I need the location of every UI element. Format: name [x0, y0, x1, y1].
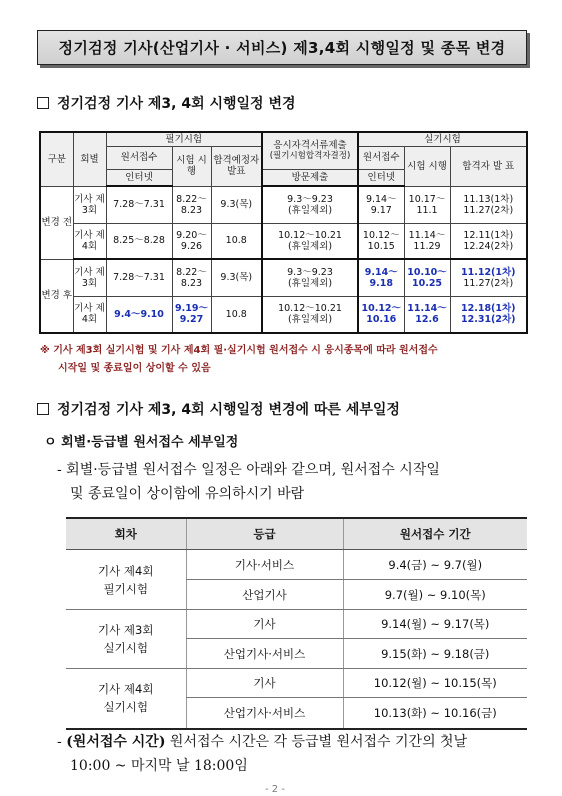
note-line-2: 시작일 및 종료일이 상이할 수 있음 — [58, 363, 211, 374]
section-heading-1-text: 정기검정 기사 제3, 4회 시행일정 변경 — [57, 96, 296, 112]
round-line-1: 기사 제4회 — [98, 682, 154, 697]
detail-grade: 기사·서비스 — [186, 550, 343, 580]
docs-range: 10.12～10.21 — [278, 229, 342, 241]
header-apply-2: 원서접수 — [358, 146, 404, 169]
note-line-1: ※ 기사 제3회 실기시험 및 기사 제4회 필·실기시험 원서접수 시 응시종목에 따라 원서접수 — [40, 345, 438, 356]
header-pass-expected: 합격예정자 발표 — [211, 146, 262, 186]
header-pass-2: 합격자 발 표 — [450, 146, 527, 186]
detail-period: 9.14(월) ~ 9.17(목) — [343, 610, 527, 639]
row-p-apply: 10.12～ 10.15 — [358, 223, 404, 259]
qual-docs-sub: (필기시험합격자결정) — [269, 150, 351, 161]
header-round: 회별 — [73, 132, 106, 186]
row-w-apply: 9.4～9.10 — [106, 296, 172, 333]
bold-label: (원서접수 시간) — [66, 734, 166, 750]
subsection-heading: ㅇ 회별·등급별 원서접수 세부일정 — [44, 435, 239, 450]
docs-range: 10.12～10.21 — [278, 303, 342, 315]
row-round: 기사 제3회 — [73, 259, 106, 296]
pass-2: 12.24(2차) — [463, 240, 514, 252]
docs-note: (휴일제외) — [287, 204, 333, 216]
row-w-exam: 8.22～ 8.23 — [172, 259, 211, 296]
row-w-pass: 9.3(목) — [211, 186, 262, 223]
header-internet: 인터넷 — [106, 169, 172, 186]
header-written: 필기시험 — [106, 132, 262, 146]
row-w-pass: 10.8 — [211, 223, 262, 259]
paragraph-1-line-2: 및 종료일이 상이함에 유의하시기 바람 — [70, 486, 305, 502]
row-w-pass: 9.3(목) — [211, 259, 262, 296]
detail-grade: 기사 — [186, 669, 343, 698]
row-p-pass — [450, 296, 527, 333]
paragraph-2-line-2: 10:00 ~ 마지막 날 18:00임 — [70, 758, 248, 774]
pass-2: 11.27(2차) — [463, 277, 514, 289]
docs-note: (휴일제외) — [287, 277, 333, 289]
row-p-exam: 11.14～ 12.6 — [404, 296, 450, 333]
dash-prefix: - — [57, 734, 67, 750]
row-p-apply: 9.14～ 9.17 — [358, 186, 404, 223]
after-label: 변경 후 — [40, 259, 73, 333]
round-line-1: 기사 제4회 — [98, 563, 154, 578]
row-docs — [262, 186, 358, 223]
square-bullet-icon — [37, 97, 49, 109]
section-heading-2-text: 정기검정 기사 제3, 4회 시행일정 변경에 따른 세부일정 — [57, 402, 400, 418]
detail-header-period: 원서접수 기간 — [343, 518, 527, 550]
section-heading-2 — [37, 399, 400, 419]
row-w-apply: 7.28～7.31 — [106, 259, 172, 296]
square-bullet-icon — [37, 403, 49, 415]
header-internet-2: 인터넷 — [358, 169, 404, 186]
header-qual-docs — [262, 132, 358, 169]
row-p-apply: 9.14～ 9.18 — [358, 259, 404, 296]
before-label: 변경 전 — [40, 186, 73, 259]
row-p-pass — [450, 223, 527, 259]
detail-round-cell — [66, 550, 186, 610]
row-w-pass: 10.8 — [211, 296, 262, 333]
pass-1: 11.13(1차) — [463, 193, 514, 205]
detail-period: 10.12(월) ~ 10.15(목) — [343, 669, 527, 698]
row-p-exam: 11.14～ 11.29 — [404, 223, 450, 259]
page-number: - 2 - — [265, 784, 285, 795]
schedule-table — [39, 131, 528, 334]
document-title-text: 정기검정 기사(산업기사 · 서비스) 제3,4회 시행일정 및 종목 변경 — [58, 39, 506, 57]
pass-1: 12.11(1차) — [463, 229, 514, 241]
header-apply: 원서접수 — [106, 146, 172, 169]
row-docs — [262, 259, 358, 296]
docs-range: 9.3～9.23 — [287, 266, 333, 278]
pass-2: 11.27(2차) — [463, 204, 514, 216]
round-line-1: 기사 제3회 — [98, 623, 154, 637]
row-docs — [262, 296, 358, 333]
pass-2: 12.31(2차) — [461, 314, 516, 326]
round-line-2: 필기시험 — [103, 581, 148, 596]
detail-round-cell — [66, 669, 186, 729]
pass-1: 12.18(1차) — [461, 303, 516, 315]
row-round: 기사 제3회 — [73, 186, 106, 223]
detail-grade: 산업기사·서비스 — [186, 698, 343, 729]
detail-round-cell — [66, 610, 186, 669]
qual-docs-label: 응시자격서류제출 — [273, 139, 347, 151]
header-visit: 방문제출 — [262, 169, 358, 186]
section-heading-1 — [37, 93, 296, 113]
detail-header-round: 회차 — [66, 518, 186, 550]
detail-period: 9.7(월) ~ 9.10(목) — [343, 580, 527, 610]
row-w-exam: 9.20～ 9.26 — [172, 223, 211, 259]
row-w-apply: 8.25～8.28 — [106, 223, 172, 259]
round-line-2: 실기시험 — [103, 641, 148, 655]
round-line-2: 실기시험 — [103, 700, 148, 715]
detail-header-grade: 등급 — [186, 518, 343, 550]
row-p-pass — [450, 186, 527, 223]
header-practical: 실기시험 — [358, 132, 527, 146]
docs-note: (휴일제외) — [287, 314, 333, 326]
docs-note: (휴일제외) — [287, 240, 333, 252]
row-w-exam: 9.19～ 9.27 — [172, 296, 211, 333]
detail-table — [66, 517, 527, 730]
row-round: 기사 제4회 — [73, 296, 106, 333]
row-docs — [262, 223, 358, 259]
paragraph-2-line-1 — [57, 730, 467, 754]
document-title — [37, 30, 527, 65]
row-w-apply: 7.28～7.31 — [106, 186, 172, 223]
detail-period: 9.4(금) ~ 9.7(월) — [343, 550, 527, 580]
row-p-exam: 10.17～ 11.1 — [404, 186, 450, 223]
paragraph-1-line-1: - 회별·등급별 원서접수 일정은 아래와 같으며, 원서접수 시작일 — [57, 462, 440, 478]
row-w-exam: 8.22～ 8.23 — [172, 186, 211, 223]
row-p-exam: 10.10～ 10.25 — [404, 259, 450, 296]
row-round: 기사 제4회 — [73, 223, 106, 259]
detail-grade: 산업기사 — [186, 580, 343, 610]
detail-grade: 산업기사·서비스 — [186, 639, 343, 669]
detail-period: 9.15(화) ~ 9.18(금) — [343, 639, 527, 669]
header-gubun: 구분 — [40, 132, 73, 186]
detail-period: 10.13(화) ~ 10.16(금) — [343, 698, 527, 729]
pass-1: 11.12(1차) — [461, 266, 516, 278]
header-exam: 시험 시행 — [172, 146, 211, 186]
detail-grade: 기사 — [186, 610, 343, 639]
row-p-apply: 10.12～ 10.16 — [358, 296, 404, 333]
header-exam-2: 시험 시행 — [404, 146, 450, 186]
docs-range: 9.3～9.23 — [287, 193, 333, 205]
paragraph-2-rest: 원서접수 시간은 각 등급별 원서접수 기간의 첫날 — [165, 734, 468, 750]
row-p-pass — [450, 259, 527, 296]
